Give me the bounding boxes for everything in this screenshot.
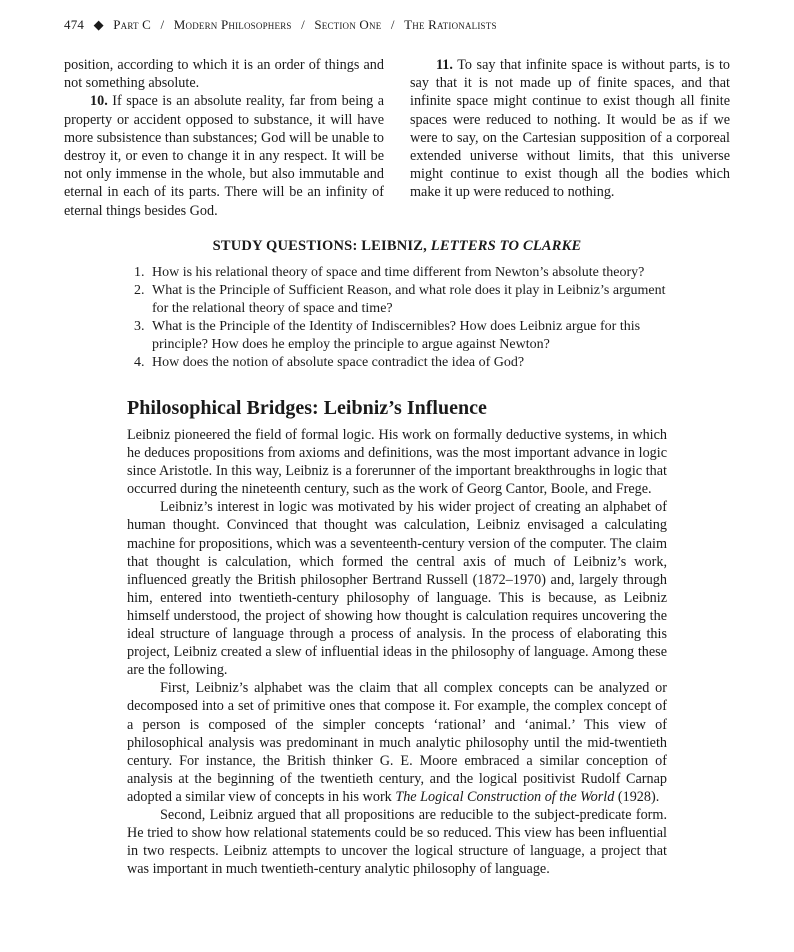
paragraph: Leibniz’s interest in logic was motivated by his wider project of creating an alphabet of human thought. Convinced that thought was calculation, Leibniz envisaged a calculating machine for propositions, which was a seventeenth-century version of the computer. The claim that thought is calculation, which formed the central axis of much of Leibniz’s work, influenced greatly the British philosopher Bertrand Russell (1872–1970) and, largely through him, entered into twentieth-century philosophy of language. This is because, as Leibniz himself understood, the project of showing how thought is calculation requires uncovering the ideal structure of language through a process of analysis. In the process of elaborating this project, Leibniz created a slew of influential ideas in the philosophy of language. Among these are the following. — [127, 499, 667, 679]
paragraph: Leibniz pioneered the field of formal logic. His work on formally deductive systems, in which he deduces propositions from axioms and definitions, was the most important advance in logic since Aristotle. In this way, Leibniz is a forerunner of the important breakthroughs in logic that occurred during the nineteenth century, such as the work of Georg Cantor, Boole, and Frege. — [127, 427, 667, 498]
subsection-label: The Rationalists — [404, 17, 497, 32]
paragraph — [410, 56, 730, 202]
paragraph-text: First, Leibniz’s alphabet was the claim that all complex concepts can be analyzed or decomposed into a set of primitive ones that compose it. For example, the complex concept of a person is composed of the simpler concepts ‘rational’ and ‘animal.’ This view of philosophical analysis was predominant in much analytic philosophy until the mid-twentieth century. For instance, the British thinker G. E. Moore embraced a similar conception of analysis at the beginning of the twentieth century, and the logical positivist Rudolf Carnap adopted a similar view of concepts in his work — [127, 680, 667, 805]
left-column — [64, 56, 384, 220]
paragraph — [64, 92, 384, 219]
paragraph-text: To say that infinite space is without parts, is to say that it is not made up of finite spaces, and that infinite space might continue to exist though all finite spaces were reduced to nothing. It would be as if we were to say, on the Cartesian supposition of a corporeal extended universe without limits, that this universe might continue to exist though all the bodies which make it up were reduced to nothing. — [410, 57, 730, 201]
question-text: How does the notion of absolute space contradict the idea of God? — [152, 355, 525, 370]
section-label: Section One — [314, 17, 382, 32]
question-text: What is the Principle of Sufficient Reason, and what role does it play in Leibniz’s argument for the relational theory of space and time? — [152, 283, 666, 316]
paragraph — [127, 679, 667, 806]
paragraph-text: If space is an absolute reality, far from being a property or accident opposed to substance, it will have more subsistence than substances; God will be unable to destroy it, or even to change it in any respect. It will be not only immense in the whole, but also immutable and eternal in each of its parts. There will be an infinity of eternal things besides God. — [64, 93, 385, 219]
separator: / — [390, 17, 395, 32]
excerpt-columns — [64, 56, 730, 220]
question-number: 1. — [134, 265, 145, 280]
question-number: 3. — [134, 319, 145, 334]
separator: / — [160, 17, 165, 32]
paragraph-number: 10. — [90, 93, 108, 110]
separator: / — [301, 17, 305, 32]
study-questions-title — [0, 238, 794, 255]
list-item — [134, 282, 674, 318]
question-number: 4. — [134, 355, 145, 370]
question-text: What is the Principle of the Identity of Indiscernibles? How does Leibniz argue for this principle? How does he employ the principle to argue against Newton? — [152, 319, 641, 352]
list-item — [134, 318, 674, 354]
study-questions-work-title: LETTERS TO CLARKE — [430, 238, 582, 254]
part-title: Modern Philosophers — [173, 17, 292, 32]
list-item — [134, 354, 674, 372]
right-column — [410, 56, 730, 220]
study-questions-list — [134, 264, 674, 372]
paragraph-text: (1928). — [614, 788, 660, 805]
section-body — [127, 426, 667, 878]
question-text: How is his relational theory of space and time different from Newton’s absolute theory? — [152, 265, 645, 280]
paragraph: position, according to which it is an order of things and not something absolute. — [64, 57, 384, 92]
cited-work-title: The Logical Construction of the World — [395, 788, 615, 805]
list-item — [134, 264, 674, 282]
page-number: 474 — [64, 17, 85, 32]
paragraph: Second, Leibniz argued that all propositions are reducible to the subject-predicate form. He tried to show how relational statements could be so reduced. This view has been influential in two respects. Leibniz attempts to uncover the logical structure of language, a project that was important in much twentieth-century analytic philosophy of language. — [127, 806, 667, 878]
part-label: Part C — [113, 17, 152, 32]
running-head — [64, 17, 497, 33]
arrow-icon: ◆ — [93, 17, 104, 32]
study-questions-title-text: STUDY QUESTIONS: LEIBNIZ, — [212, 238, 431, 254]
section-heading: Philosophical Bridges: Leibniz’s Influence — [127, 397, 487, 419]
question-number: 2. — [134, 283, 145, 298]
paragraph-number: 11. — [436, 57, 453, 73]
